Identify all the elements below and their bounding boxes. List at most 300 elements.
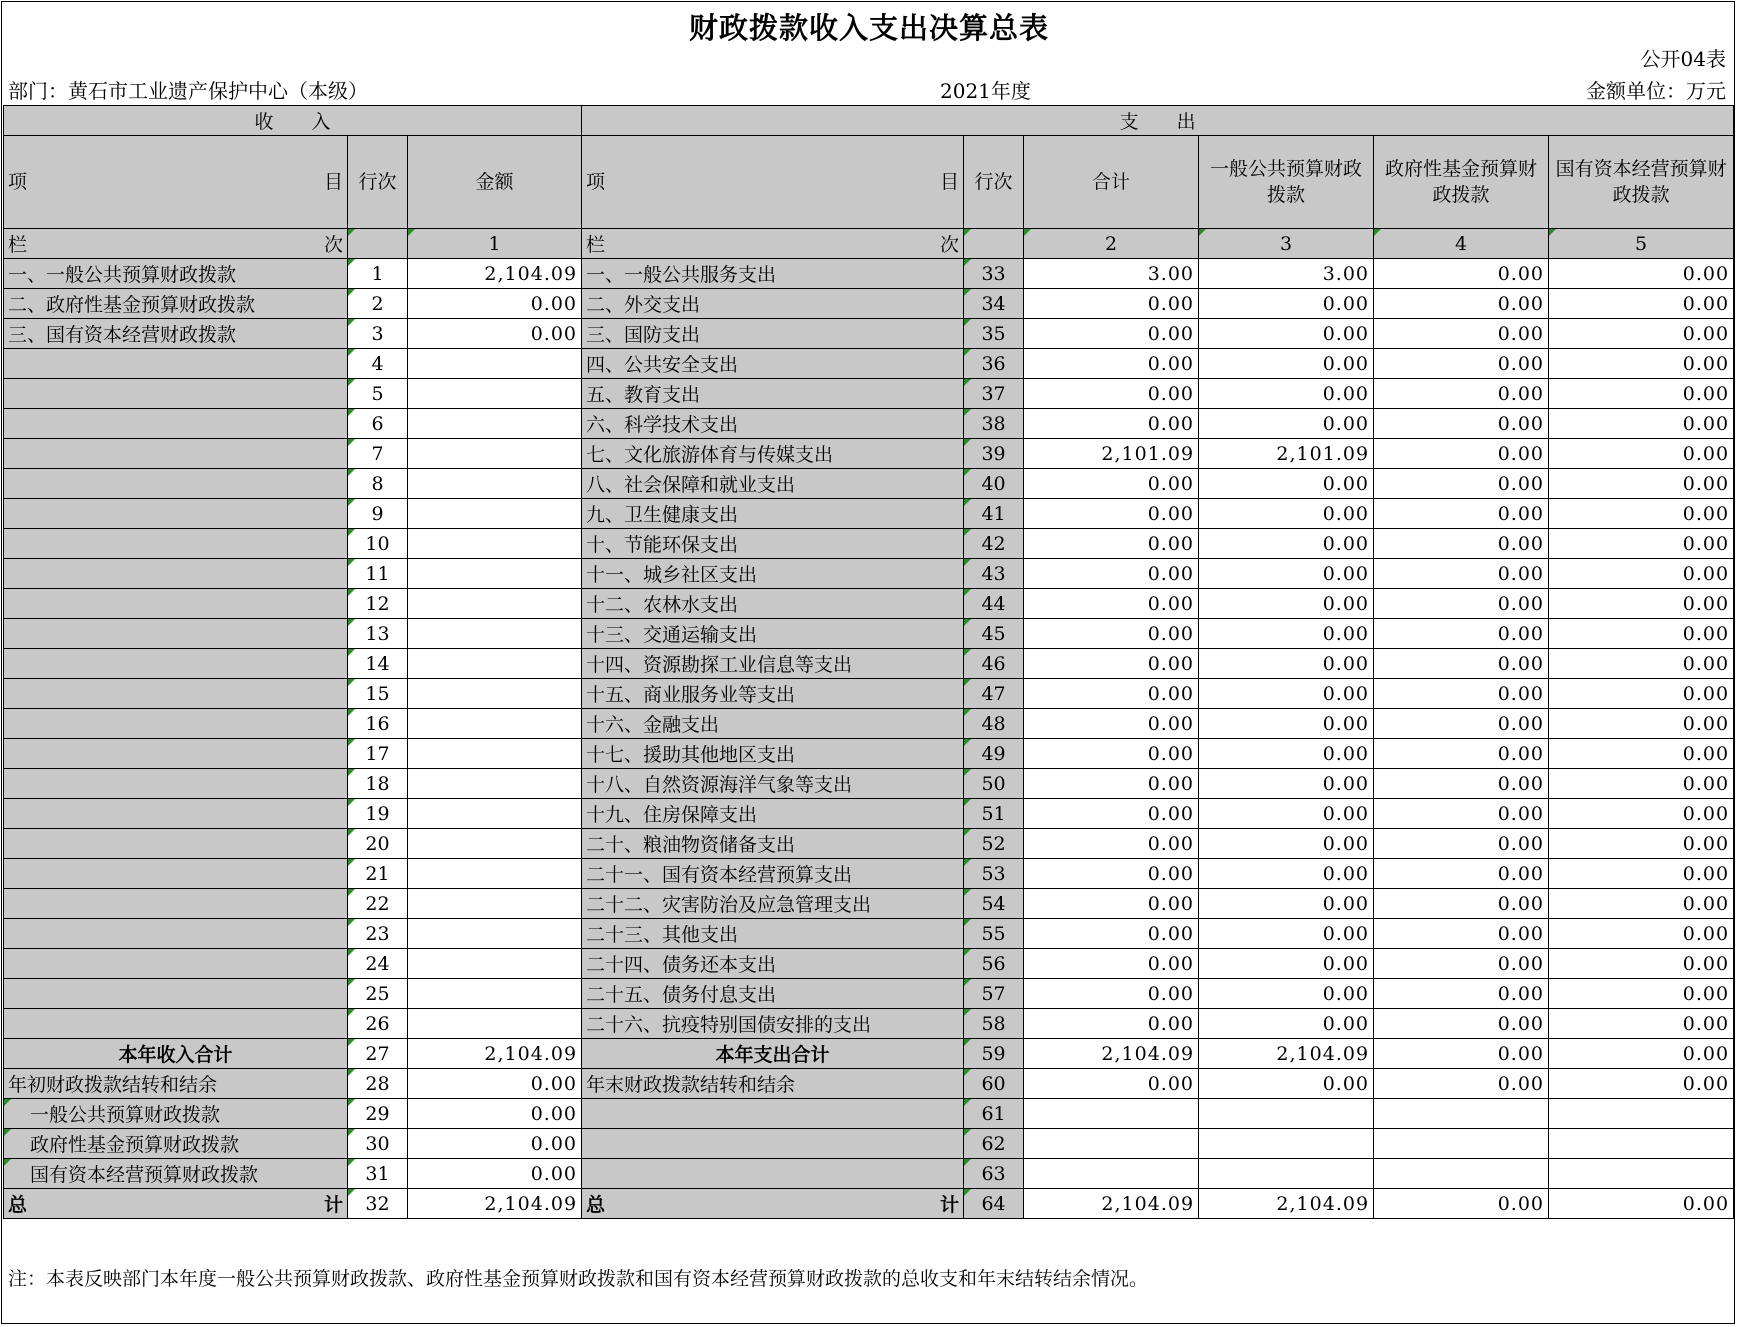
expense-general-budget: 0.00 — [1199, 409, 1374, 439]
income-item-label: 三、国有资本经营财政拨款 — [4, 319, 348, 349]
expense-empty-label — [582, 1099, 964, 1129]
expense-general-budget: 0.00 — [1199, 499, 1374, 529]
colno-1: 1 — [408, 229, 582, 259]
expense-state-capital: 0.00 — [1549, 559, 1734, 589]
expense-gov-fund: 0.00 — [1374, 409, 1549, 439]
expense-general-budget: 0.00 — [1199, 709, 1374, 739]
income-carry-sub-amount: 0.00 — [408, 1099, 582, 1129]
expense-item-label: 二十六、抗疫特别国债安排的支出 — [582, 1009, 964, 1039]
expense-general-budget: 0.00 — [1199, 919, 1374, 949]
expense-state-capital: 0.00 — [1549, 379, 1734, 409]
expense-general-budget: 0.00 — [1199, 1009, 1374, 1039]
expense-line-no: 49 — [964, 739, 1024, 769]
expense-carry-label: 年末财政拨款结转和结余 — [582, 1069, 964, 1099]
income-item-label — [4, 679, 348, 709]
expense-line-no: 64 — [964, 1189, 1024, 1219]
income-item-label — [4, 829, 348, 859]
income-line-no: 13 — [348, 619, 408, 649]
expense-item-label: 二、外交支出 — [582, 289, 964, 319]
income-carry-label: 年初财政拨款结转和结余 — [4, 1069, 348, 1099]
column-number-row — [4, 229, 1734, 259]
carry-over-row — [4, 1069, 1734, 1099]
expense-line-no: 60 — [964, 1069, 1024, 1099]
expense-gov-fund: 0.00 — [1374, 1039, 1549, 1069]
income-section-header: 收 入 — [4, 106, 582, 136]
income-amount: 0.00 — [408, 319, 582, 349]
expense-gov-fund: 0.00 — [1374, 859, 1549, 889]
income-grand-total-label: 总 计 — [4, 1189, 348, 1219]
expense-general-budget — [1199, 1129, 1374, 1159]
expense-total — [1024, 1159, 1199, 1189]
expense-total — [1024, 1099, 1199, 1129]
expense-item-label: 十九、住房保障支出 — [582, 799, 964, 829]
income-line-no: 29 — [348, 1099, 408, 1129]
table-row — [4, 799, 1734, 829]
expense-total: 0.00 — [1024, 859, 1199, 889]
expense-line-no: 50 — [964, 769, 1024, 799]
expense-total — [1024, 1129, 1199, 1159]
expense-state-capital: 0.00 — [1549, 319, 1734, 349]
income-item-label — [4, 619, 348, 649]
expense-total: 0.00 — [1024, 499, 1199, 529]
income-item-label — [4, 859, 348, 889]
expense-general-budget: 0.00 — [1199, 679, 1374, 709]
section-header-row — [4, 106, 1734, 136]
income-amount — [408, 919, 582, 949]
grand-total-row — [4, 1189, 1734, 1219]
expense-state-capital: 0.00 — [1549, 1009, 1734, 1039]
expense-item-label: 二十、粮油物资储备支出 — [582, 829, 964, 859]
expense-total: 0.00 — [1024, 619, 1199, 649]
expense-line-no: 58 — [964, 1009, 1024, 1039]
colno-2: 2 — [1024, 229, 1199, 259]
expense-general-budget: 0.00 — [1199, 619, 1374, 649]
income-line-no: 11 — [348, 559, 408, 589]
expense-total: 0.00 — [1024, 769, 1199, 799]
expense-general-budget: 0.00 — [1199, 529, 1374, 559]
income-item-label — [4, 559, 348, 589]
expense-item-label: 二十一、国有资本经营预算支出 — [582, 859, 964, 889]
expense-general-budget — [1199, 1159, 1374, 1189]
expense-item-label: 十一、城乡社区支出 — [582, 559, 964, 589]
expense-item-label: 二十五、债务付息支出 — [582, 979, 964, 1009]
expense-general-budget: 0.00 — [1199, 379, 1374, 409]
expense-general-budget: 0.00 — [1199, 829, 1374, 859]
department-label: 部门：黄石市工业遗产保护中心（本级） — [8, 79, 368, 103]
table-row — [4, 829, 1734, 859]
expense-gov-fund: 0.00 — [1374, 949, 1549, 979]
expense-total: 3.00 — [1024, 259, 1199, 289]
expense-total: 2,101.09 — [1024, 439, 1199, 469]
expense-total: 0.00 — [1024, 289, 1199, 319]
expense-state-capital: 0.00 — [1549, 349, 1734, 379]
expense-gov-fund: 0.00 — [1374, 289, 1549, 319]
carry-sub-row — [4, 1159, 1734, 1189]
expense-item-label: 十三、交通运输支出 — [582, 619, 964, 649]
expense-state-capital: 0.00 — [1549, 1039, 1734, 1069]
table-row — [4, 409, 1734, 439]
expense-state-capital: 0.00 — [1549, 949, 1734, 979]
column-header-row — [4, 136, 1734, 229]
income-item-label — [4, 439, 348, 469]
income-line-no: 9 — [348, 499, 408, 529]
income-item-label — [4, 769, 348, 799]
expense-item-label: 五、教育支出 — [582, 379, 964, 409]
expense-gov-fund: 0.00 — [1374, 889, 1549, 919]
expense-line-no: 42 — [964, 529, 1024, 559]
income-line-no: 12 — [348, 589, 408, 619]
expense-item-label: 一、一般公共服务支出 — [582, 259, 964, 289]
expense-total: 0.00 — [1024, 889, 1199, 919]
expense-total: 0.00 — [1024, 469, 1199, 499]
expense-item-label: 四、公共安全支出 — [582, 349, 964, 379]
expense-state-capital: 0.00 — [1549, 709, 1734, 739]
expense-general-budget: 0.00 — [1199, 859, 1374, 889]
income-line-no: 31 — [348, 1159, 408, 1189]
expense-state-capital: 0.00 — [1549, 649, 1734, 679]
expense-general-budget: 0.00 — [1199, 1069, 1374, 1099]
income-line-no: 14 — [348, 649, 408, 679]
expense-total: 0.00 — [1024, 649, 1199, 679]
table-row — [4, 619, 1734, 649]
income-line-no: 1 — [348, 259, 408, 289]
income-line-no: 32 — [348, 1189, 408, 1219]
income-amount — [408, 529, 582, 559]
expense-general-budget: 0.00 — [1199, 349, 1374, 379]
income-line-no: 21 — [348, 859, 408, 889]
expense-gov-fund: 0.00 — [1374, 349, 1549, 379]
expense-general-budget: 0.00 — [1199, 289, 1374, 319]
income-line-no: 10 — [348, 529, 408, 559]
expense-gov-fund: 0.00 — [1374, 769, 1549, 799]
income-amount — [408, 439, 582, 469]
income-line-no: 2 — [348, 289, 408, 319]
expense-total: 0.00 — [1024, 919, 1199, 949]
income-amount — [408, 709, 582, 739]
carry-sub-row — [4, 1099, 1734, 1129]
table-row — [4, 1009, 1734, 1039]
income-year-total-label: 本年收入合计 — [4, 1039, 348, 1069]
expense-gov-fund: 0.00 — [1374, 589, 1549, 619]
expense-total: 0.00 — [1024, 979, 1199, 1009]
state-capital-header: 国有资本经营预算财政拨款 — [1549, 136, 1734, 229]
income-year-total-amount: 2,104.09 — [408, 1039, 582, 1069]
income-item-label — [4, 379, 348, 409]
expense-gov-fund — [1374, 1129, 1549, 1159]
table-row — [4, 319, 1734, 349]
expense-line-no: 54 — [964, 889, 1024, 919]
income-amount — [408, 979, 582, 1009]
colno-4: 4 — [1374, 229, 1549, 259]
income-carry-sub-amount: 0.00 — [408, 1129, 582, 1159]
expense-general-budget: 0.00 — [1199, 319, 1374, 349]
income-item-label — [4, 589, 348, 619]
expense-gov-fund: 0.00 — [1374, 1189, 1549, 1219]
expense-item-label: 二十三、其他支出 — [582, 919, 964, 949]
income-amount — [408, 829, 582, 859]
fiscal-year: 2021年度 — [940, 79, 1031, 103]
expense-gov-fund: 0.00 — [1374, 559, 1549, 589]
income-line-no: 26 — [348, 1009, 408, 1039]
expense-general-budget: 2,104.09 — [1199, 1039, 1374, 1069]
expense-gov-fund: 0.00 — [1374, 709, 1549, 739]
income-line-no: 8 — [348, 469, 408, 499]
expense-item-label: 三、国防支出 — [582, 319, 964, 349]
expense-state-capital: 0.00 — [1549, 769, 1734, 799]
expense-item-label: 十、节能环保支出 — [582, 529, 964, 559]
expense-general-budget: 0.00 — [1199, 889, 1374, 919]
expense-state-capital — [1549, 1159, 1734, 1189]
expense-line-no: 53 — [964, 859, 1024, 889]
expense-general-budget: 0.00 — [1199, 559, 1374, 589]
income-colno-line — [348, 229, 408, 259]
expense-item-label: 七、文化旅游体育与传媒支出 — [582, 439, 964, 469]
expense-state-capital: 0.00 — [1549, 1189, 1734, 1219]
expense-gov-fund: 0.00 — [1374, 619, 1549, 649]
income-line-header: 行次 — [348, 136, 408, 229]
expense-line-no: 56 — [964, 949, 1024, 979]
expense-total: 0.00 — [1024, 709, 1199, 739]
footnote: 注：本表反映部门本年度一般公共预算财政拨款、政府性基金预算财政拨款和国有资本经营预算财政拨款的总收支和年末结转结余情况。 — [8, 1268, 1149, 1290]
income-line-no: 17 — [348, 739, 408, 769]
expense-line-no: 37 — [964, 379, 1024, 409]
total-header: 合计 — [1024, 136, 1199, 229]
expense-total: 0.00 — [1024, 529, 1199, 559]
expense-line-no: 41 — [964, 499, 1024, 529]
expense-line-no: 63 — [964, 1159, 1024, 1189]
expense-line-no: 40 — [964, 469, 1024, 499]
income-amount — [408, 469, 582, 499]
income-item-label — [4, 919, 348, 949]
expense-gov-fund — [1374, 1099, 1549, 1129]
colno-3: 3 — [1199, 229, 1374, 259]
budget-table — [3, 105, 1734, 1219]
expense-item-label: 十六、金融支出 — [582, 709, 964, 739]
expense-state-capital: 0.00 — [1549, 619, 1734, 649]
income-carry-sub-amount: 0.00 — [408, 1159, 582, 1189]
income-amount — [408, 739, 582, 769]
expense-line-no: 43 — [964, 559, 1024, 589]
table-row — [4, 979, 1734, 1009]
income-item-label — [4, 979, 348, 1009]
expense-line-no: 48 — [964, 709, 1024, 739]
expense-state-capital: 0.00 — [1549, 889, 1734, 919]
expense-general-budget — [1199, 1099, 1374, 1129]
expense-item-label: 十二、农林水支出 — [582, 589, 964, 619]
expense-general-budget: 2,101.09 — [1199, 439, 1374, 469]
income-amount-header: 金额 — [408, 136, 582, 229]
expense-total: 0.00 — [1024, 829, 1199, 859]
expense-gov-fund: 0.00 — [1374, 829, 1549, 859]
expense-gov-fund: 0.00 — [1374, 529, 1549, 559]
expense-line-no: 39 — [964, 439, 1024, 469]
expense-gov-fund: 0.00 — [1374, 799, 1549, 829]
income-amount: 2,104.09 — [408, 259, 582, 289]
income-amount — [408, 649, 582, 679]
expense-state-capital: 0.00 — [1549, 679, 1734, 709]
year-total-row — [4, 1039, 1734, 1069]
income-item-label: 二、政府性基金预算财政拨款 — [4, 289, 348, 319]
income-item-label — [4, 799, 348, 829]
income-line-no: 15 — [348, 679, 408, 709]
expense-state-capital: 0.00 — [1549, 829, 1734, 859]
expense-line-no: 36 — [964, 349, 1024, 379]
income-line-no: 27 — [348, 1039, 408, 1069]
income-item-label — [4, 349, 348, 379]
expense-item-label: 二十四、债务还本支出 — [582, 949, 964, 979]
income-item-label — [4, 739, 348, 769]
expense-total: 0.00 — [1024, 949, 1199, 979]
income-item-label — [4, 889, 348, 919]
income-colno-label: 栏 次 — [4, 229, 348, 259]
expense-line-no: 34 — [964, 289, 1024, 319]
general-budget-header: 一般公共预算财政拨款 — [1199, 136, 1374, 229]
income-item-label — [4, 649, 348, 679]
table-row — [4, 529, 1734, 559]
income-line-no: 23 — [348, 919, 408, 949]
expense-general-budget: 0.00 — [1199, 469, 1374, 499]
expense-line-no: 35 — [964, 319, 1024, 349]
income-line-no: 28 — [348, 1069, 408, 1099]
expense-gov-fund: 0.00 — [1374, 739, 1549, 769]
income-carry-sub-label: 一般公共预算财政拨款 — [4, 1099, 348, 1129]
expense-total: 2,104.09 — [1024, 1189, 1199, 1219]
income-amount — [408, 409, 582, 439]
expense-state-capital: 0.00 — [1549, 529, 1734, 559]
income-line-no: 22 — [348, 889, 408, 919]
expense-total: 0.00 — [1024, 319, 1199, 349]
income-item-label — [4, 409, 348, 439]
expense-total: 0.00 — [1024, 379, 1199, 409]
expense-grand-total-label: 总 计 — [582, 1189, 964, 1219]
expense-line-no: 57 — [964, 979, 1024, 1009]
expense-gov-fund: 0.00 — [1374, 919, 1549, 949]
income-amount — [408, 799, 582, 829]
expense-state-capital: 0.00 — [1549, 409, 1734, 439]
expense-empty-label — [582, 1129, 964, 1159]
table-row — [4, 889, 1734, 919]
income-line-no: 19 — [348, 799, 408, 829]
income-amount — [408, 949, 582, 979]
income-item-label — [4, 499, 348, 529]
expense-general-budget: 3.00 — [1199, 259, 1374, 289]
table-row — [4, 469, 1734, 499]
expense-state-capital: 0.00 — [1549, 919, 1734, 949]
income-line-no: 3 — [348, 319, 408, 349]
page-title: 财政拨款收入支出决算总表 — [688, 11, 1049, 45]
expense-line-no: 59 — [964, 1039, 1024, 1069]
expense-general-budget: 0.00 — [1199, 589, 1374, 619]
colno-5: 5 — [1549, 229, 1734, 259]
form-number: 公开04表 — [1640, 47, 1726, 71]
expense-general-budget: 0.00 — [1199, 949, 1374, 979]
expense-gov-fund: 0.00 — [1374, 979, 1549, 1009]
income-item-label — [4, 1009, 348, 1039]
table-row — [4, 919, 1734, 949]
expense-state-capital: 0.00 — [1549, 979, 1734, 1009]
income-amount — [408, 559, 582, 589]
expense-total: 0.00 — [1024, 1009, 1199, 1039]
income-line-no: 30 — [348, 1129, 408, 1159]
income-amount — [408, 589, 582, 619]
expense-item-label: 十四、资源勘探工业信息等支出 — [582, 649, 964, 679]
expense-total: 0.00 — [1024, 559, 1199, 589]
income-line-no: 18 — [348, 769, 408, 799]
expense-line-no: 51 — [964, 799, 1024, 829]
expense-state-capital: 0.00 — [1549, 799, 1734, 829]
table-row — [4, 499, 1734, 529]
expense-general-budget: 2,104.09 — [1199, 1189, 1374, 1219]
expense-state-capital — [1549, 1099, 1734, 1129]
income-line-no: 20 — [348, 829, 408, 859]
table-row — [4, 259, 1734, 289]
income-line-no: 24 — [348, 949, 408, 979]
expense-state-capital: 0.00 — [1549, 859, 1734, 889]
expense-line-no: 52 — [964, 829, 1024, 859]
income-item-label — [4, 469, 348, 499]
table-row — [4, 379, 1734, 409]
expense-total: 0.00 — [1024, 799, 1199, 829]
expense-gov-fund: 0.00 — [1374, 679, 1549, 709]
expense-item-label: 六、科学技术支出 — [582, 409, 964, 439]
expense-line-no: 38 — [964, 409, 1024, 439]
income-carry-sub-label: 政府性基金预算财政拨款 — [4, 1129, 348, 1159]
income-item-label: 一、一般公共预算财政拨款 — [4, 259, 348, 289]
expense-item-label: 二十二、灾害防治及应急管理支出 — [582, 889, 964, 919]
expense-total: 0.00 — [1024, 1069, 1199, 1099]
carry-sub-row — [4, 1129, 1734, 1159]
expense-gov-fund: 0.00 — [1374, 649, 1549, 679]
amount-unit: 金额单位：万元 — [1586, 79, 1726, 103]
expense-gov-fund: 0.00 — [1374, 1069, 1549, 1099]
expense-gov-fund: 0.00 — [1374, 1009, 1549, 1039]
income-carry-sub-label: 国有资本经营预算财政拨款 — [4, 1159, 348, 1189]
expense-state-capital: 0.00 — [1549, 589, 1734, 619]
income-line-no: 6 — [348, 409, 408, 439]
income-amount — [408, 679, 582, 709]
expense-item-label: 八、社会保障和就业支出 — [582, 469, 964, 499]
table-row — [4, 859, 1734, 889]
income-line-no: 25 — [348, 979, 408, 1009]
income-amount — [408, 379, 582, 409]
expense-line-no: 46 — [964, 649, 1024, 679]
expense-line-no: 45 — [964, 619, 1024, 649]
table-row — [4, 349, 1734, 379]
expense-state-capital — [1549, 1129, 1734, 1159]
income-amount — [408, 889, 582, 919]
expense-gov-fund — [1374, 1159, 1549, 1189]
table-row — [4, 739, 1734, 769]
expense-general-budget: 0.00 — [1199, 739, 1374, 769]
expense-line-no: 44 — [964, 589, 1024, 619]
expense-year-total-label: 本年支出合计 — [582, 1039, 964, 1069]
expense-line-no: 47 — [964, 679, 1024, 709]
expense-state-capital: 0.00 — [1549, 439, 1734, 469]
expense-total: 0.00 — [1024, 409, 1199, 439]
income-item-label — [4, 529, 348, 559]
expense-line-header: 行次 — [964, 136, 1024, 229]
expense-gov-fund: 0.00 — [1374, 259, 1549, 289]
expense-state-capital: 0.00 — [1549, 259, 1734, 289]
table-row — [4, 559, 1734, 589]
expense-line-no: 61 — [964, 1099, 1024, 1129]
income-amount — [408, 499, 582, 529]
income-amount: 0.00 — [408, 289, 582, 319]
expense-item-label: 十八、自然资源海洋气象等支出 — [582, 769, 964, 799]
expense-line-no: 55 — [964, 919, 1024, 949]
income-item-label — [4, 949, 348, 979]
expense-colno-line — [964, 229, 1024, 259]
